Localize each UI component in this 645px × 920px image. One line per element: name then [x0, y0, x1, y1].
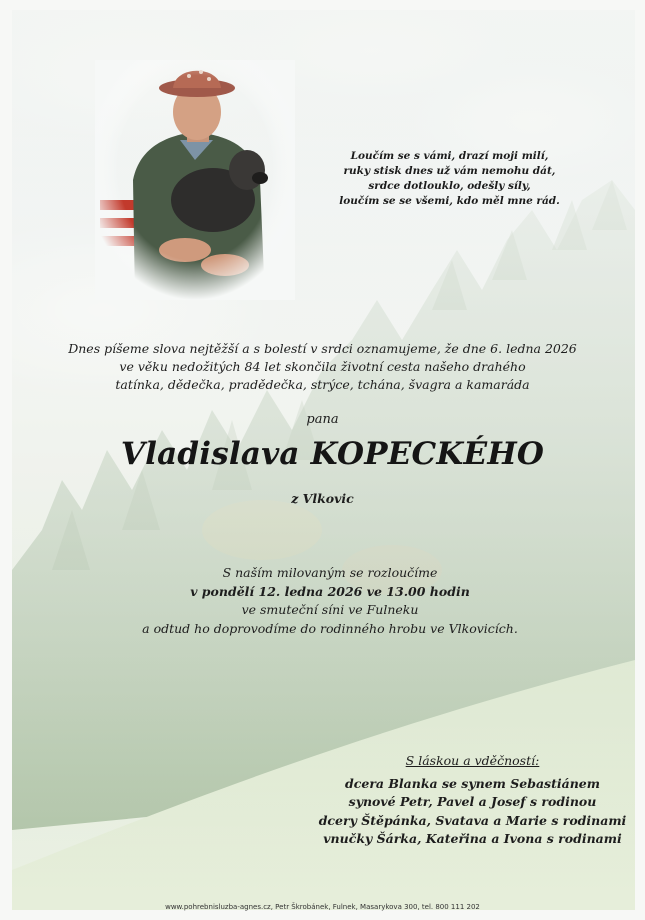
poem-line: srdce dotlouklo, odešly síly,	[368, 180, 531, 192]
funeral-service-footer: www.pohrebnisluzba-agnes.cz, Petr Škrobánek, Fulnek, Masarykova 300, tel. 800 111 202	[165, 903, 480, 911]
announcement-line: ve věku nedožitých 84 let skončila životní cesta našeho drahého	[119, 359, 526, 374]
poem-line: loučím se se všemi, kdo měl mne rád.	[339, 195, 560, 207]
funeral-line: S naším milovaným se rozloučíme	[222, 565, 438, 580]
mourner-line: dcera Blanka se synem Sebastiánem	[345, 775, 600, 791]
death-announcement	[30, 340, 615, 394]
mourner-line: vnučky Šárka, Kateřina a Ivona s rodinami	[323, 831, 622, 846]
funeral-line: ve smuteční síni ve Fulneku	[241, 602, 419, 617]
mourners-list	[300, 752, 645, 849]
announcement-line: Dnes píšeme slova nejtěžší a s bolestí v srdci oznamujeme, že dne 6. ledna 2026	[68, 341, 577, 356]
announcement-line: tatínka, dědečka, pradědečka, strýce, tchána, švagra a kamaráda	[115, 377, 530, 392]
name-prefix: pana	[306, 412, 339, 427]
mourners-heading: S láskou a vděčností:	[405, 753, 540, 768]
funeral-line: a odtud ho doprovodíme do rodinného hrobu ve Vlkovicích.	[142, 620, 518, 636]
mourner-line: dcery Štěpánka, Svatava a Marie s rodinami	[318, 812, 627, 828]
poem-line: Loučím se s vámi, drazí moji milí,	[350, 150, 549, 162]
poem-line: ruky stisk dnes už vám nemohu dát,	[343, 165, 556, 177]
farewell-poem	[322, 149, 577, 209]
deceased-origin: z Vlkovic	[291, 491, 354, 506]
funeral-date: v pondělí 12. ledna 2026 ve 13.00 hodin	[190, 583, 470, 599]
mourner-line: synové Petr, Pavel a Josef s rodinou	[348, 794, 597, 809]
deceased-name: Vladislava KOPECKÉHO	[120, 436, 545, 472]
funeral-details	[30, 564, 630, 638]
portrait-photo	[95, 60, 295, 300]
